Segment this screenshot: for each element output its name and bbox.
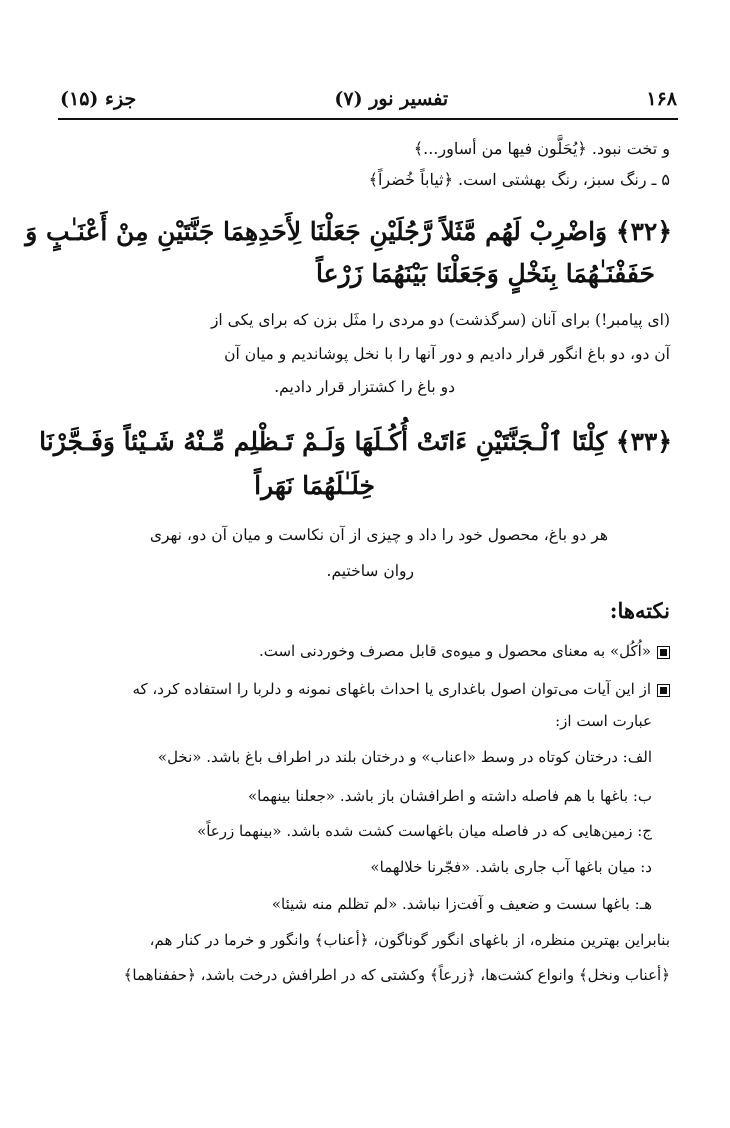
page-header [60,86,677,112]
header-divider [58,118,678,120]
note-item-alef: الف: درختان کوتاه در وسط «اعناب» و درختان بلند در اطراف باغ باشد. «نخل» [157,748,652,766]
part-label: جزء (۱۵) [60,88,137,110]
note-item-dal: د: میان باغها آب جاری باشد. «فجّرنا خلالهما» [370,858,652,876]
verse-32-translation-2: آن دو، دو باغ انگور قرار دادیم و دور آنها را با نخل پوشاندیم و میان آن [224,345,670,363]
verse-32-translation-1: (ای پیامبر!) برای آنان (سرگذشت) دو مردی را مثَل بزن که برای یکی از [210,311,670,329]
intro-line-2: ۵ ـ رنگ سبز، رنگ بهشتی است. ﴿ثياباً خُضراً﴾ [368,170,670,189]
square-bullet-icon [657,684,670,697]
verse-32-line-1: ﴿۳۲﴾ وَاضْرِبْ لَهُم مَّثَلاً رَّجُلَيْنِ جَعَلْنَا لِأَحَدِهِمَا جَنَّتَيْنِ مِنْ أَعْنَـٰبٍ وَ [25,217,672,246]
note-2-text: از این آیات می‌توان اصول باغداری یا احداث باغهای نمونه و دلربا را استفاده کرد، که [132,680,651,698]
square-bullet-icon [657,646,670,659]
note-item-he: هـ: باغها سست و ضعیف و آفت‌زا نباشد. «لم تظلم منه شيئا» [271,895,652,913]
note-1 [259,640,670,662]
intro-line-1: و تخت نبود. ﴿يُحَلَّون فيها من أساور...﴾ [413,139,670,158]
verse-33-translation-1: هر دو باغ، محصول خود را داد و چیزی از آن نکاست و میان آن دو، نهری [149,526,608,544]
note-2 [132,678,670,700]
closing-line-2: ﴿أعناب ونخل﴾ وانواع کشت‌ها، ﴿زرعاً﴾ وکشتی که در اطرافش درخت باشد، ﴿حففناهما﴾ [123,966,670,984]
book-title: تفسیر نور (۷) [334,88,449,110]
note-item-be: ب: باغها با هم فاصله داشته و اطرافشان باز باشد. «جعلنا بينهما» [248,787,652,805]
verse-33-line-2: خِلَـٰلَهُمَا نَهَراً [254,471,375,500]
verse-32-translation-3: دو باغ را کشتزار قرار دادیم. [274,378,455,396]
page-number: ۱۶۸ [646,88,677,110]
note-2-continued: عبارت است از: [555,712,652,730]
verse-33-line-1: ﴿۳۳﴾ كِلْتَا ٱلْـجَنَّتَيْنِ ءَاتَتْ أُكُـلَهَا وَلَـمْ تَـظْلِم مِّـنْهُ شَـيْئاً وَفَـجَّرْنَا [39,427,672,456]
note-item-jim: ج: زمین‌هایی که در فاصله میان باغهاست کشت شده باشد. «بينهما زرعاً» [197,822,652,840]
note-1-text: «اُكُل» به معنای محصول و میوه‌ی قابل مصرف وخوردنی است. [258,642,651,660]
verse-33-translation-2: روان ساختیم. [326,562,414,580]
closing-line-1: بنابراین بهترین منظره، از باغهای انگور گوناگون، ﴿أعناب﴾ وانگور و خرما در کنار هم، [149,931,670,949]
notes-heading: نکته‌ها: [609,598,670,623]
verse-32-line-2: حَفَفْنَـٰهُمَا بِنَخْلٍ وَجَعَلْنَا بَيْنَهُمَا زَرْعاً [316,259,655,288]
